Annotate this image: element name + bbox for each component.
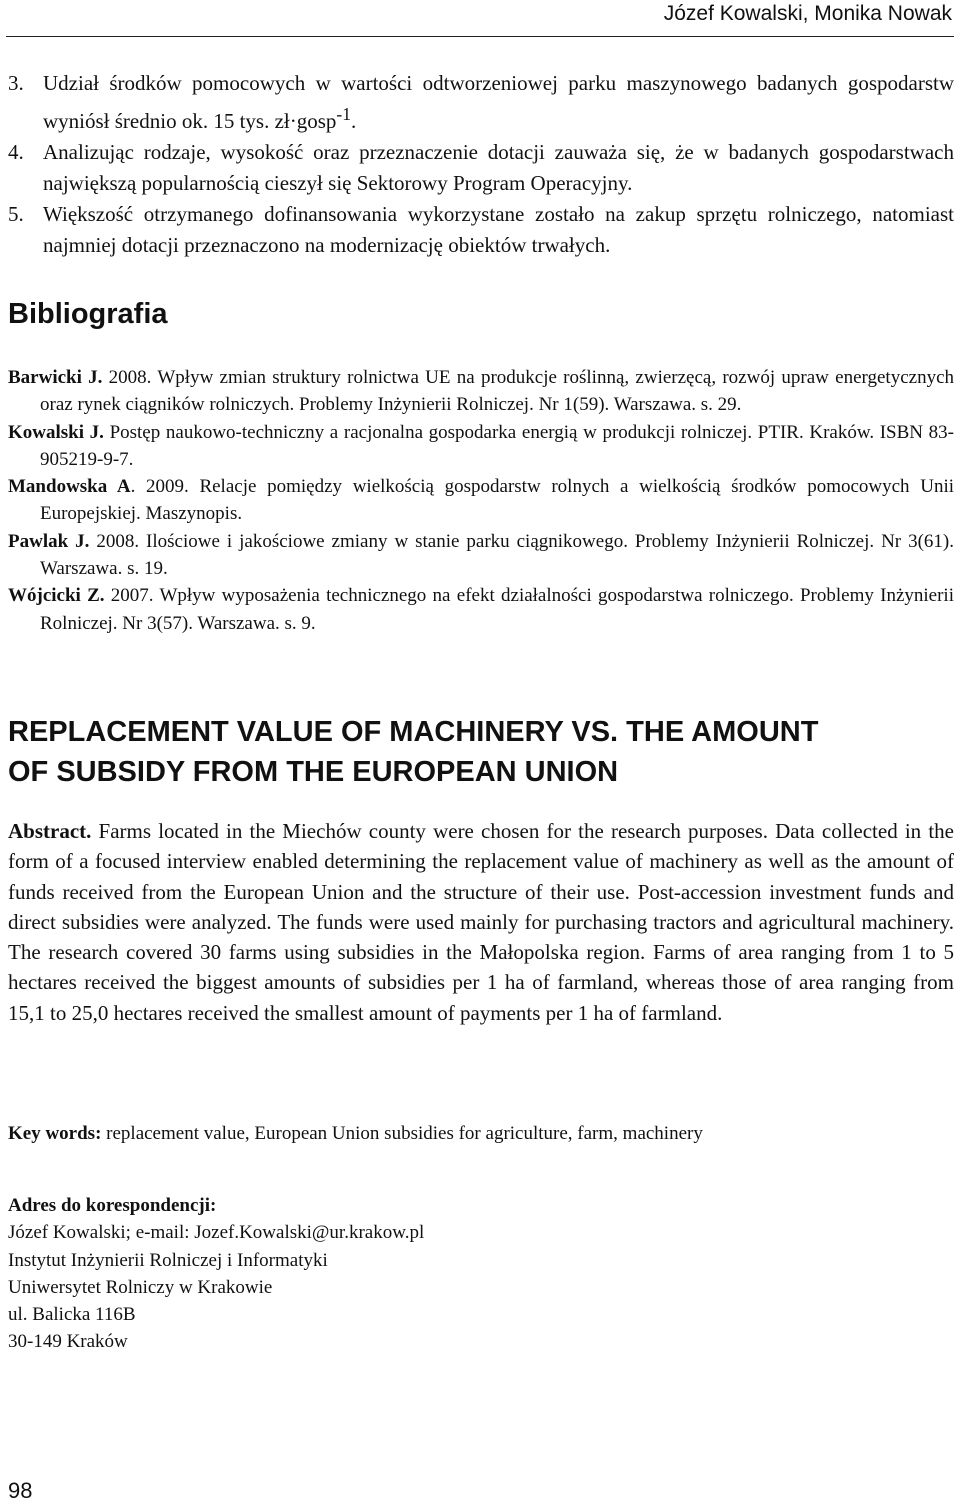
bibliography-entry (8, 364, 954, 419)
correspondence-line: ul. Balicka 116B (8, 1304, 136, 1326)
conclusion-number: 4. (8, 140, 24, 164)
conclusion-item (8, 199, 954, 261)
bibliography-list (8, 364, 954, 637)
page-number: 98 (8, 1478, 33, 1503)
bibliography-entry (8, 419, 954, 474)
conclusion-number: 3. (8, 71, 24, 95)
bibliography-text: 2008. Wpływ zmian struktury rolnictwa UE na produkcje roślinną, zwierzęcą, rozwój upraw energetycznych oraz rynek ciągników rolniczych. Problemy Inżynierii Rolniczej. Nr 1(59). Warszawa. s. 29. (40, 367, 954, 416)
bibliography-heading: Bibliografia (8, 298, 168, 330)
correspondence-line: 30-149 Kraków (8, 1331, 128, 1353)
correspondence-line: Instytut Inżynierii Rolniczej i Informatyki (8, 1249, 328, 1271)
bibliography-text: Postęp naukowo-techniczny a racjonalna gospodarka energią w produkcji rolniczej. PTIR. Kraków. ISBN 83-905219-9-7. (40, 421, 954, 470)
conclusion-text: Większość otrzymanego dofinansowania wykorzystane zostało na zakup sprzętu rolniczego, natomiast najmniej dotacji przeznaczono na modernizację obiektów trwałych. (43, 202, 954, 257)
conclusion-text-end: . (350, 109, 357, 133)
conclusion-item (8, 68, 954, 137)
keywords-text: replacement value, European Union subsidies for agriculture, farm, machinery (101, 1123, 703, 1144)
english-title (8, 712, 948, 792)
correspondence-label: Adres do korespondencji: (8, 1195, 217, 1216)
conclusion-number: 5. (8, 202, 24, 226)
keywords-paragraph (8, 1120, 954, 1147)
abstract-text: Farms located in the Miechów county were chosen for the research purposes. Data collected in the form of a focused interview enabled determining the replacement value of machinery as well as the amount of funds received from the European Union and the structure of their use. Post-accession investment funds and direct subsidies were analyzed. The funds were used mainly for purchasing tractors and agricultural machinery. The research covered 30 farms using subsidies in the Małopolska region. Farms of area ranging from 1 to 5 hectares received the biggest amounts of subsidies per 1 ha of farmland, whereas those of area ranging from 15,1 to 25,0 hectares received the smallest amount of payments per 1 ha of farmland. (8, 819, 954, 1025)
bibliography-text: . 2009. Relacje pomiędzy wielkością gospodarstw rolnych a wielkością środków pomocowych Unii Europejskiej. Maszynopis. (40, 476, 955, 525)
correspondence-address (8, 1192, 954, 1356)
english-title-line1: REPLACEMENT VALUE OF MACHINERY VS. THE AMOUNT (8, 716, 819, 748)
running-header-authors: Józef Kowalski, Monika Nowak (663, 2, 952, 25)
conclusion-item (8, 137, 954, 199)
conclusion-superscript: -1 (336, 104, 351, 124)
bibliography-text: 2007. Wpływ wyposażenia technicznego na efekt działalności gospodarstwa rolniczego. Problemy Inżynierii Rolniczej. Nr 3(57). Warszawa. s. 9. (40, 585, 954, 634)
bibliography-author: Mandowska A (8, 476, 131, 498)
english-title-line2: OF SUBSIDY FROM THE EUROPEAN UNION (8, 756, 619, 788)
abstract-label: Abstract. (8, 819, 92, 843)
bibliography-entry (8, 473, 954, 528)
conclusion-text: Udział środków pomocowych w wartości odtworzeniowej parku maszynowego badanych gospodarstw wyniósł średnio ok. 15 tys. zł·gosp (43, 71, 954, 133)
bibliography-entry (8, 528, 954, 583)
header-rule (6, 36, 954, 37)
abstract-paragraph (8, 816, 954, 1028)
conclusions-list (8, 68, 954, 261)
bibliography-author: Kowalski J. (8, 421, 104, 443)
bibliography-author: Barwicki J. (8, 367, 103, 388)
bibliography-text: 2008. Ilościowe i jakościowe zmiany w stanie parku ciągnikowego. Problemy Inżynierii Rolniczej. Nr 3(61). Warszawa. s. 19. (40, 530, 954, 580)
conclusion-text: Analizując rodzaje, wysokość oraz przeznaczenie dotacji zauważa się, że w badanych gospodarstwach największą popularnością cieszył się Sektorowy Program Operacyjny. (43, 140, 954, 195)
bibliography-author: Pawlak J. (8, 530, 90, 552)
keywords-label: Key words: (8, 1123, 102, 1144)
correspondence-line: Uniwersytet Rolniczy w Krakowie (8, 1276, 273, 1298)
bibliography-entry (8, 582, 954, 637)
correspondence-line: Józef Kowalski; e-mail: Jozef.Kowalski@ur.krakow.pl (8, 1222, 425, 1244)
bibliography-author: Wójcicki Z. (8, 585, 105, 607)
